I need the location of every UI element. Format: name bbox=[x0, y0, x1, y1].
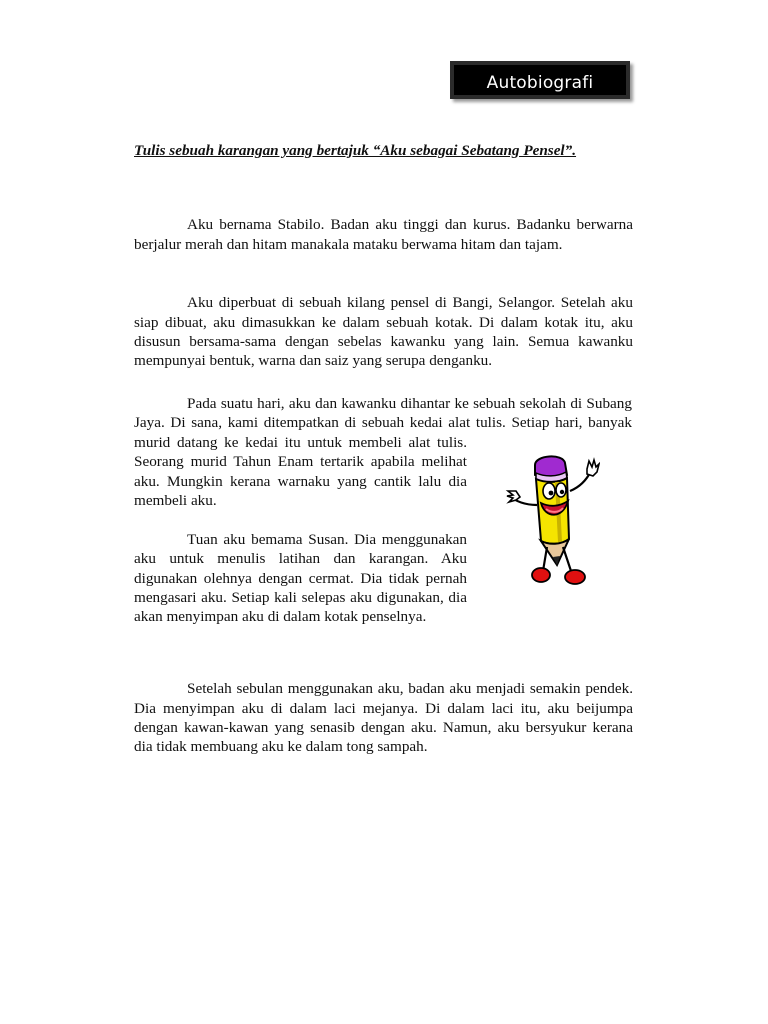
paragraph-1: Aku bernama Stabilo. Badan aku tinggi dan kurus. Badanku berwarna berjalur merah dan hitam manakala mataku berwama hitam dan tajam. bbox=[134, 216, 633, 253]
paragraph-5: Setelah sebulan menggunakan aku, badan aku menjadi semakin pendek. Dia menyimpan aku di dalam laci mejanya. Di dalam laci itu, aku beijumpa dengan kawan-kawan yang senasib dengan aku. Namun, aku bersyukur kerana dia tidak membuang aku ke dalam tong sampah. bbox=[134, 680, 633, 756]
paragraph-2: Aku diperbuat di sebuah kilang pensel di Bangi, Selangor. Setelah aku siap dibuat, aku dimasukkan ke dalam sebuah kotak. Di dalam kotak itu, aku disusun bersama-sama dengan sebelas kawanku yang lain. Semua kawanku mempunyai bentuk, warna dan saiz yang serupa denganku. bbox=[134, 294, 633, 370]
section-badge-inner bbox=[454, 65, 626, 95]
section-badge-label: Autobiografi bbox=[486, 73, 594, 93]
paragraph-3: Pada suatu hari, aku dan kawanku dihantar ke sebuah sekolah di Subang Jaya. Di sana, kami ditempatkan di sebuah kedai alat tulis. Setiap hari, banyak murid datang ke kedai itu untuk membeli alat tulis. Seorang murid Tahun Enam tertarik apabila melihat aku. Mungkin kerana warnaku yang cantik lalu dia membeli aku. bbox=[134, 395, 632, 510]
essay-prompt: Tulis sebuah karangan yang bertajuk “Aku sebagai Sebatang Pensel”. bbox=[134, 142, 577, 159]
section-badge bbox=[450, 61, 630, 99]
cartoon-pencil-icon bbox=[505, 453, 600, 590]
paragraph-4: Tuan aku bemama Susan. Dia menggunakan aku untuk menulis latihan dan karangan. Aku digunakan olehnya dengan cermat. Dia tidak pernah mengasari aku. Setiap kali selepas aku digunakan, dia akan menyimpan aku di dalam kotak penselnya. bbox=[134, 530, 467, 626]
